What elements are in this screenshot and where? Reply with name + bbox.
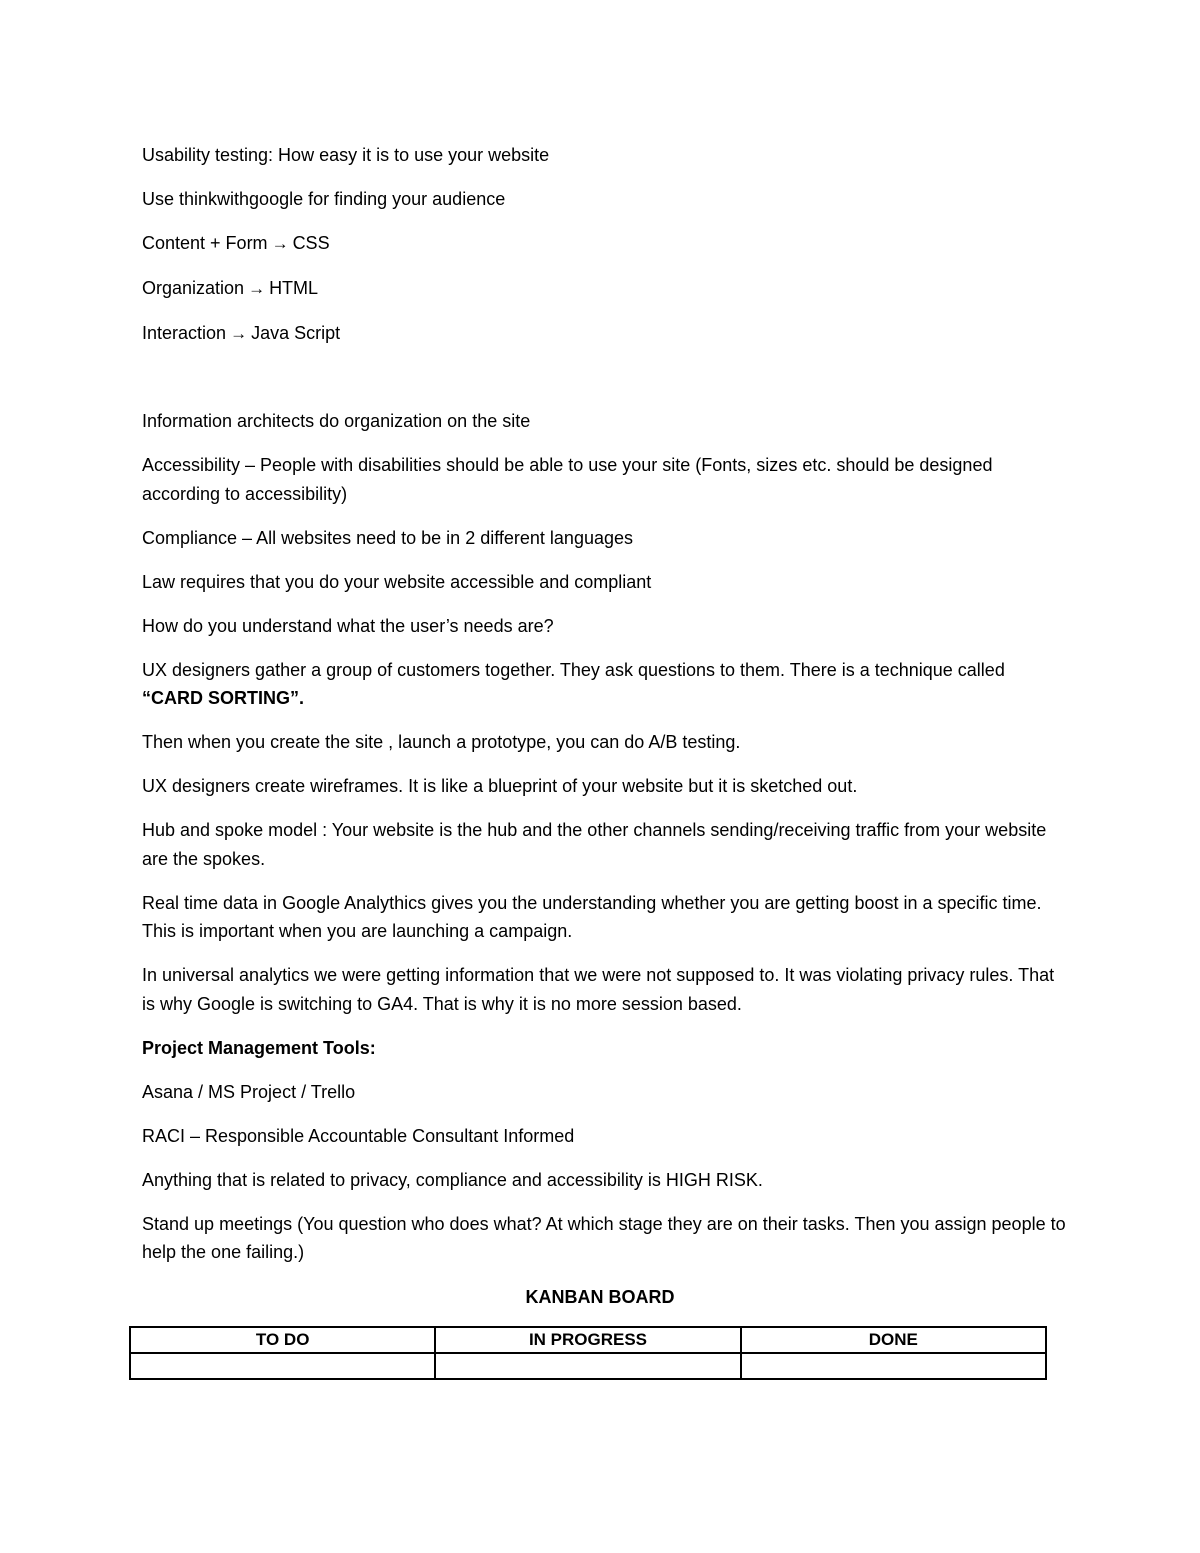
kanban-table — [129, 1326, 1047, 1380]
para-usability: Usability testing: How easy it is to use your website — [142, 145, 550, 165]
para-wireframes: UX designers create wireframes. It is like a blueprint of your website but it is sketched out. — [142, 776, 858, 796]
para-accessibility: Accessibility – People with disabilities should be able to use your site (Fonts, sizes etc. should be designed according to accessibility) — [142, 455, 993, 504]
para-raci: RACI – Responsible Accountable Consultant Informed — [142, 1125, 575, 1146]
text-card-sorting: “CARD SORTING”. — [142, 688, 304, 708]
text-interaction: Interaction — [142, 323, 227, 343]
para-organization — [142, 274, 1067, 304]
para-high-risk: Anything that is related to privacy, compliance and accessibility is HIGH RISK. — [142, 1169, 763, 1190]
para-universal-analytics: In universal analytics we were getting information that we were not supposed to. It was violating privacy rules. That is why Google is switching to GA4. That is why it is no more session based. — [142, 965, 1055, 1014]
para-ab-testing: Then when you create the site , launch a prototype, you can do A/B testing. — [142, 732, 741, 752]
para-thinkwithgoogle: Use thinkwithgoogle for finding your audience — [142, 189, 506, 209]
kanban-header-row — [130, 1327, 1046, 1353]
arrow-right-icon: → — [248, 279, 266, 298]
para-information-architects: Information architects do organization on the site — [142, 411, 531, 431]
para-standup: Stand up meetings (You question who does what? At which stage they are on their tasks. Then you assign people to help the one failing.) — [142, 1213, 1066, 1262]
heading-project-management-tools: Project Management Tools: — [142, 1037, 376, 1058]
text-css: CSS — [292, 233, 330, 253]
para-law: Law requires that you do your website accessible and compliant — [142, 571, 652, 592]
para-user-needs: How do you understand what the user’s needs are? — [142, 615, 554, 636]
text-html: HTML — [269, 278, 319, 298]
para-ux-card-sorting — [142, 656, 1067, 713]
para-real-time-data: Real time data in Google Analythics gives you the understanding whether you are getting boost in a specific time. This is important when you are launching a campaign. — [142, 892, 1042, 941]
para-compliance: Compliance – All websites need to be in 2 different languages — [142, 527, 633, 548]
arrow-right-icon: → — [271, 234, 289, 253]
text-ux-gather: UX designers gather a group of customers together. They ask questions to them. There is a technique called — [142, 659, 1005, 680]
blank-line — [142, 364, 1067, 407]
kanban-cell-in-progress — [435, 1353, 740, 1379]
text-content-form: Content + Form — [142, 233, 268, 253]
para-interaction — [142, 319, 1067, 349]
text-organization: Organization — [142, 278, 245, 298]
para-hub-spoke: Hub and spoke model : Your website is the hub and the other channels sending/receiving traffic from your website are the spokes. — [142, 820, 1047, 869]
kanban-title: KANBAN BOARD — [525, 1287, 675, 1307]
para-tools-list: Asana / MS Project / Trello — [142, 1081, 356, 1102]
kanban-col-done: DONE — [741, 1327, 1046, 1353]
kanban-cell-todo — [130, 1353, 435, 1379]
text-javascript: Java Script — [251, 323, 341, 343]
kanban-col-todo: TO DO — [130, 1327, 435, 1353]
kanban-col-in-progress: IN PROGRESS — [435, 1327, 740, 1353]
document-page — [142, 141, 1067, 1349]
kanban-cell-done — [741, 1353, 1046, 1379]
kanban-empty-row — [130, 1353, 1046, 1379]
para-content-form — [142, 229, 1067, 259]
arrow-right-icon: → — [230, 324, 248, 343]
